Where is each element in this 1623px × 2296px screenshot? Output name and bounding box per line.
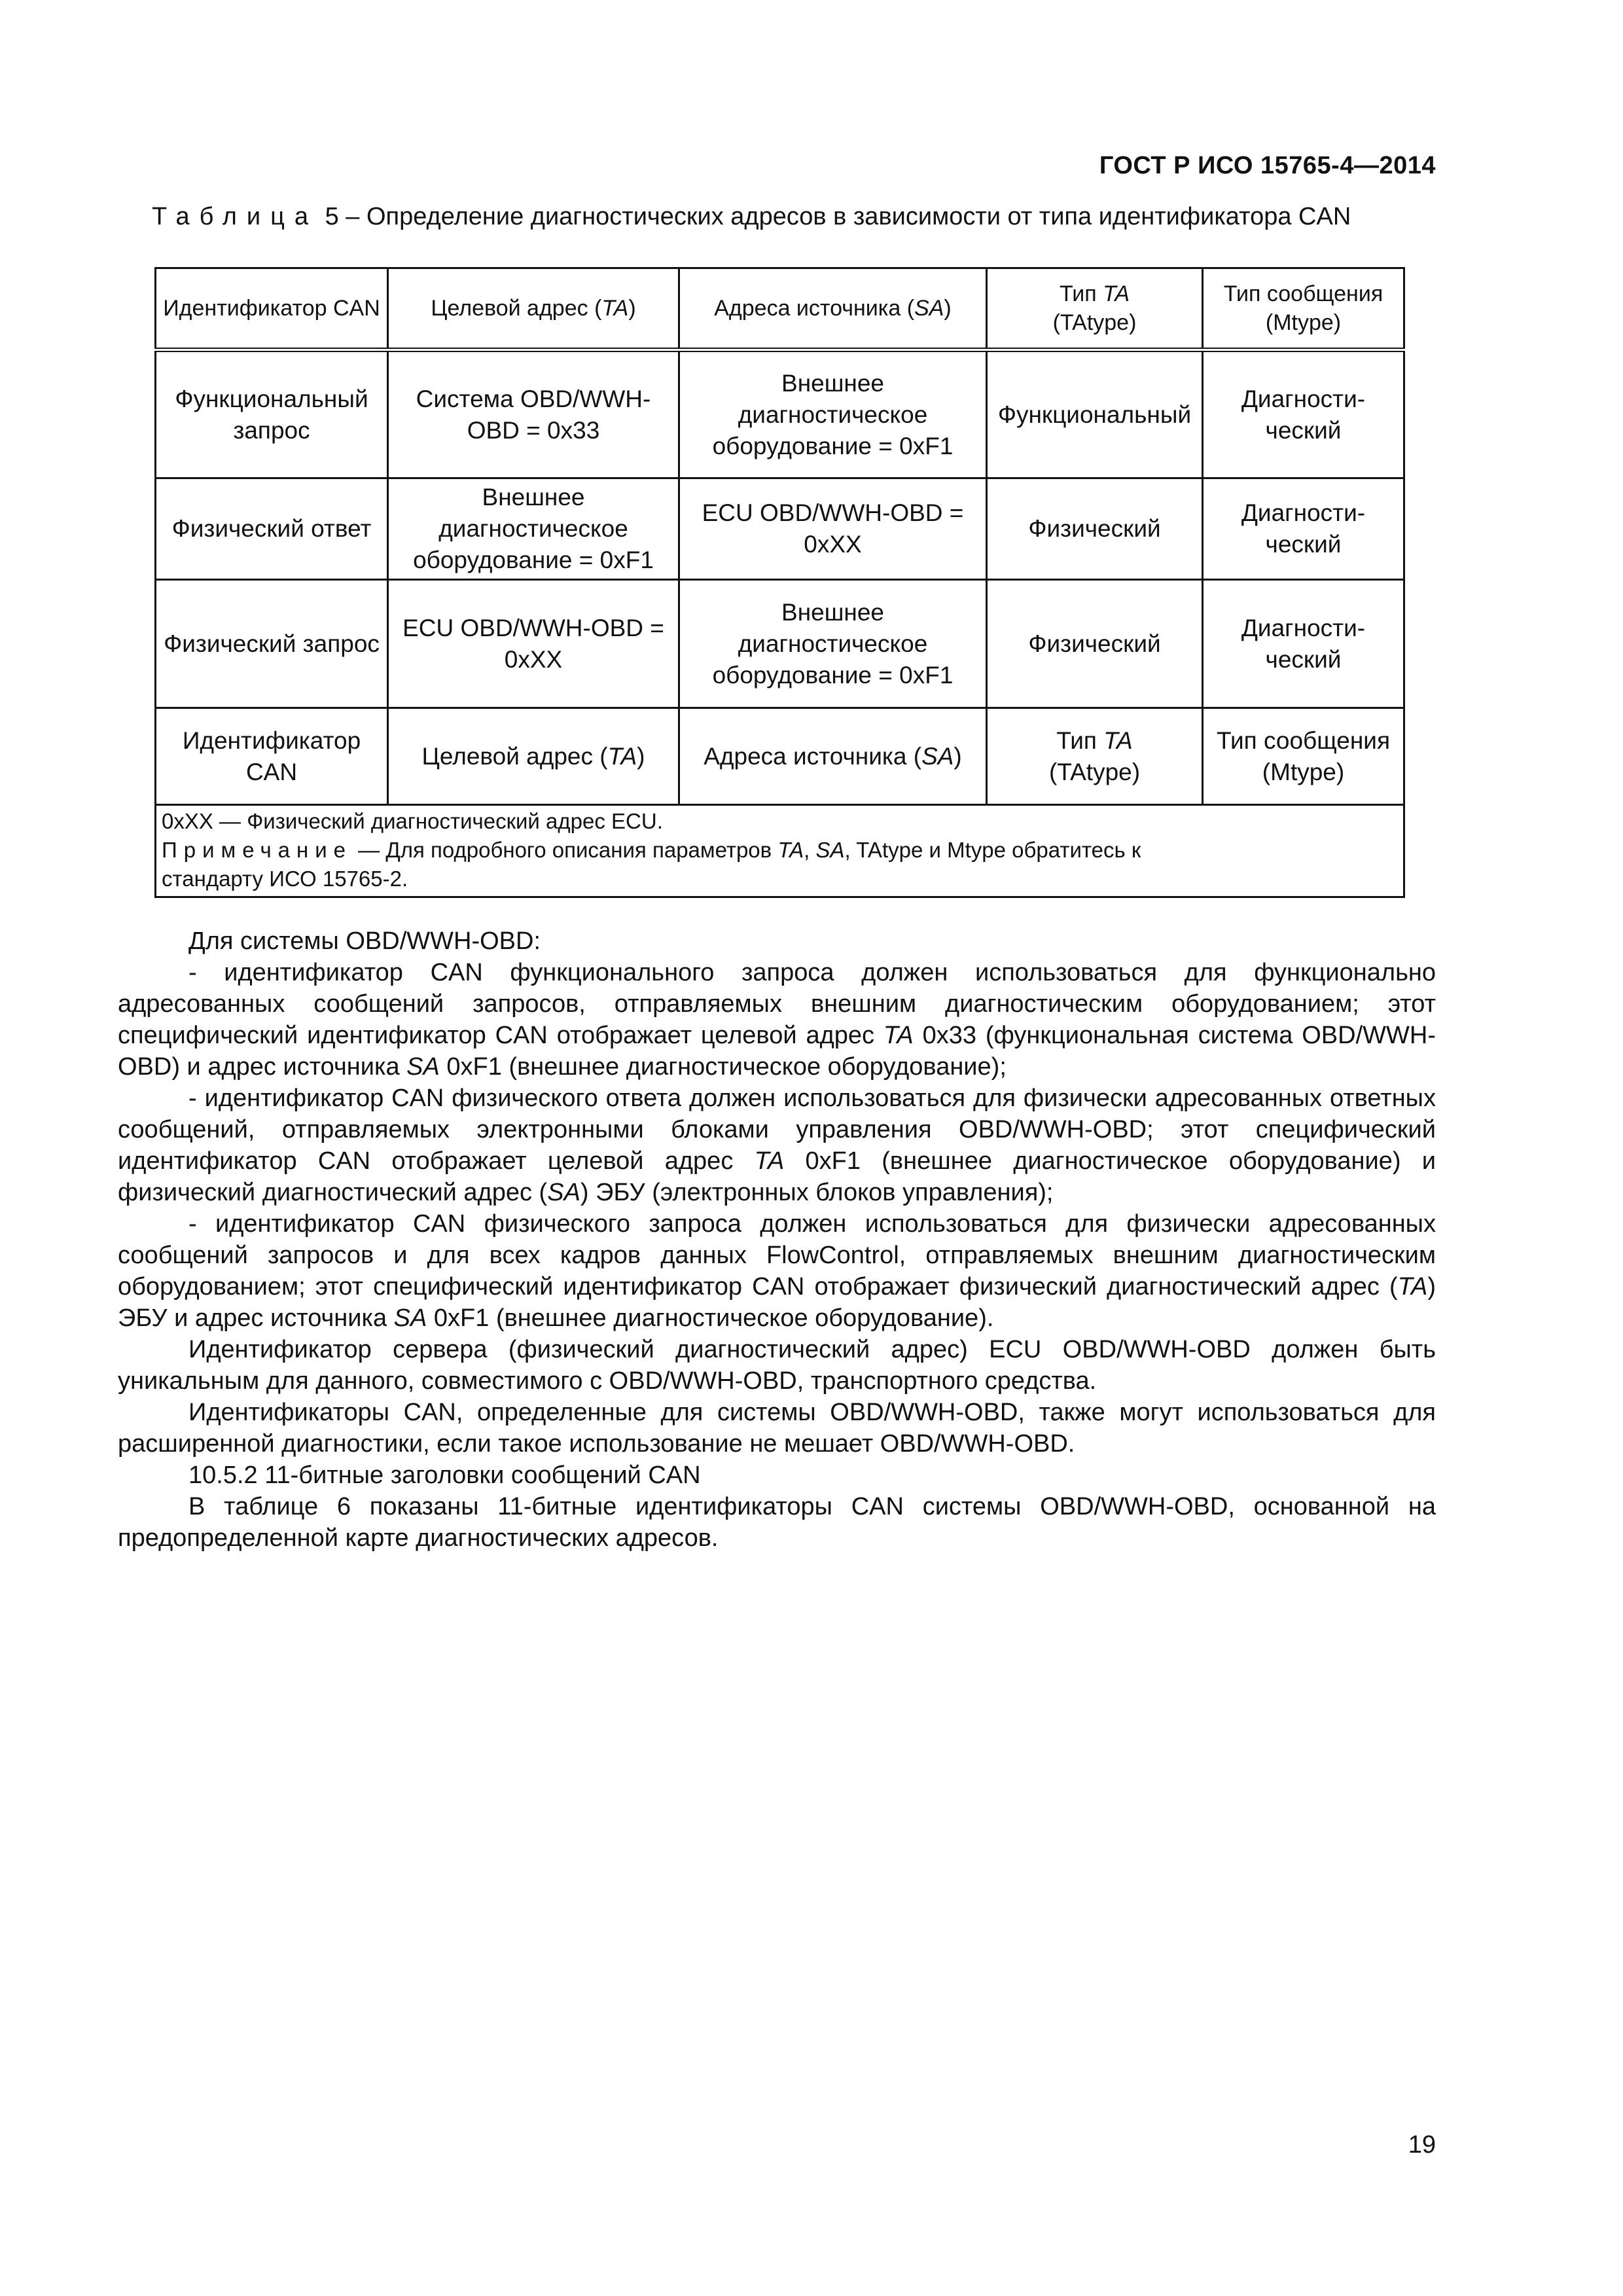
footer-can-id: Идентификатор CAN — [156, 708, 388, 805]
footer-message-type: Тип сообщения (Mtype) — [1203, 708, 1404, 805]
table-cell: Функциональный — [987, 350, 1203, 478]
table-cell: Физический — [987, 478, 1203, 580]
document-code: ГОСТ Р ИСО 15765-4—2014 — [1099, 152, 1436, 179]
paragraph-intro: Для системы OBD/WWH-OBD: — [188, 927, 541, 955]
paragraph-physical-request: - идентификатор CAN физического запроса должен использоваться для физически адресованных сообщений запросов и для всех кадров данных FlowControl, отправляемых внешним диагностическим оборудованием; этот специфический идентификатор CAN отображает физический диагностический адрес (TA) ЭБУ и адрес источника SA 0xF1 (внешнее диагностическое оборудование). — [118, 1210, 1436, 1332]
table-row — [156, 478, 1404, 580]
table-note-row — [156, 805, 1404, 897]
table-cell: Диагности-ческий — [1203, 580, 1404, 708]
footer-ta-type: Тип TA (TAtype) — [987, 708, 1203, 805]
caption-label: Таблица — [152, 203, 318, 230]
table-cell: Диагности-ческий — [1203, 350, 1404, 478]
header-source-address: Адреса источника (SA) — [679, 268, 987, 350]
paragraph-table-6-reference: В таблице 6 показаны 11-битные идентификаторы CAN системы OBD/WWH-OBD, основанной на предопределенной карте диагностических адресов. — [118, 1493, 1436, 1552]
table-cell: Физический ответ — [156, 478, 388, 580]
paragraph-functional-request: - идентификатор CAN функционального запроса должен использоваться для функционально адресованных сообщений запросов, отправляемых внешним диагностическим оборудованием; этот специфический идентификатор CAN отображает целевой адрес TA 0x33 (функциональная система OBD/WWH-OBD) и адрес источника SA 0xF1 (внешнее диагностическое оборудование); — [118, 959, 1436, 1081]
table-cell: Функциональный запрос — [156, 350, 388, 478]
table-cell: Внешнее диагностическое оборудование = 0xF1 — [388, 478, 679, 580]
table-cell: ECU OBD/WWH-OBD = 0xXX — [388, 580, 679, 708]
table-row — [156, 350, 1404, 478]
header-target-address: Целевой адрес (TA) — [388, 268, 679, 350]
paragraph-extended-diagnostics: Идентификаторы CAN, определенные для системы OBD/WWH-OBD, также могут использоваться для расширенной диагностики, если такое использование не мешает OBD/WWH-OBD. — [118, 1399, 1436, 1458]
header-ta-type: Тип TA (TAtype) — [987, 268, 1203, 350]
paragraph-physical-response: - идентификатор CAN физического ответа должен использоваться для физически адресованных ответных сообщений, отправляемых электронными блоками управления OBD/WWH-OBD; этот специфический идентификатор CAN отображает целевой адрес TA 0xF1 (внешнее диагностическое оборудование) и физический диагностический адрес (SA) ЭБУ (электронных блоков управления); — [118, 1085, 1436, 1206]
caption-number: 5 — [325, 203, 339, 230]
page-number: 19 — [1408, 2131, 1436, 2159]
table-header-row — [156, 268, 1404, 350]
table-cell: Диагности-ческий — [1203, 478, 1404, 580]
footer-source-address: Адреса источника (SA) — [679, 708, 987, 805]
table-row — [156, 580, 1404, 708]
table-cell: Внешнее диагностическое оборудование = 0xF1 — [679, 350, 987, 478]
header-message-type: Тип сообщения (Mtype) — [1203, 268, 1404, 350]
table-cell: ECU OBD/WWH-OBD = 0xXX — [679, 478, 987, 580]
paragraph-server-id: Идентификатор сервера (физический диагностический адрес) ECU OBD/WWH-OBD должен быть уникальным для данного, совместимого с OBD/WWH-OBD, транспортного средства. — [118, 1336, 1436, 1395]
table-note — [156, 805, 1404, 897]
footer-target-address: Целевой адрес (TA) — [388, 708, 679, 805]
section-heading-10-5-2: 10.5.2 11-битные заголовки сообщений CAN — [188, 1462, 701, 1489]
caption-text: – Определение диагностических адресов в зависимости от типа идентификатора CAN — [338, 203, 1351, 230]
table-cell: Физический запрос — [156, 580, 388, 708]
table-caption — [152, 200, 1436, 233]
note-line-0xxx: 0xXX — Физический диагностический адрес ECU. — [162, 809, 663, 833]
header-can-id: Идентификатор CAN — [156, 268, 388, 350]
table-cell: Внешнее диагностическое оборудование = 0xF1 — [679, 580, 987, 708]
table-cell: Физический — [987, 580, 1203, 708]
address-table — [154, 267, 1405, 898]
note-line-reference: стандарту ИСО 15765-2. — [162, 867, 408, 891]
table-footer-header-row — [156, 708, 1404, 805]
table-cell: Система OBD/WWH-OBD = 0x33 — [388, 350, 679, 478]
note-line-remark: Примечание — Для подробного описания параметров TA, SA, TAtype и Mtype обратитесь к — [162, 838, 1141, 862]
body-text — [118, 925, 1436, 1554]
